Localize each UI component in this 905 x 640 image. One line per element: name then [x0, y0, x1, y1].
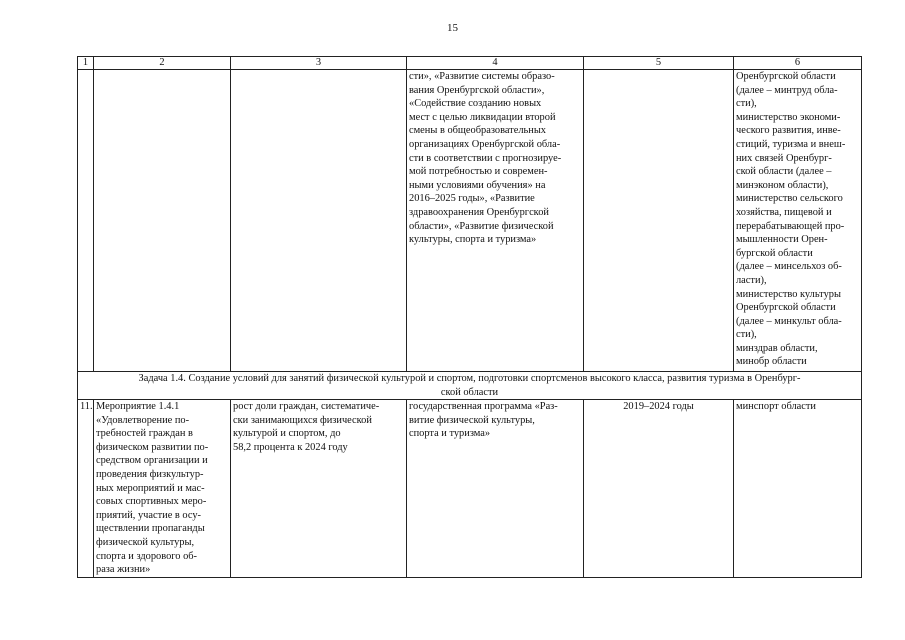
text-line: спорта и туризма»: [409, 428, 491, 440]
text-line: стиций, туризма и внеш-: [736, 138, 846, 150]
text-line: культурой и спортом, до: [233, 428, 341, 440]
text-line: сти),: [736, 98, 757, 110]
text-line: (далее – минкульт обла-: [736, 315, 842, 327]
table-row-continued: [78, 70, 862, 372]
column-header: 5: [584, 57, 734, 70]
executor-cell: минспорт области: [734, 400, 862, 578]
text-line: ческого развития, инве-: [736, 125, 841, 137]
text-line: ществлении пропаганды: [96, 523, 205, 535]
text-line: совых спортивных меро-: [96, 496, 207, 508]
text-line: минобр области: [736, 356, 807, 368]
table-row: [78, 400, 862, 578]
task-row: [78, 372, 862, 400]
text-line: приятий, участие в осу-: [96, 509, 201, 521]
text-line: раза жизни»: [96, 564, 151, 576]
text-line: ласти),: [736, 274, 767, 286]
text-line: культуры, спорта и туризма»: [409, 234, 537, 246]
text-line: сти),: [736, 329, 757, 341]
indicator-cell: [231, 400, 407, 578]
text-line: государственная программа «Раз-: [409, 401, 558, 412]
text-line: мест с целью ликвидации второй: [409, 111, 556, 123]
row-number: 11.: [78, 400, 94, 578]
text-line: минэконом области),: [736, 179, 829, 191]
page-number: 15: [447, 22, 458, 34]
text-line: «Удовлетворение по-: [96, 414, 190, 426]
column-header: 2: [94, 57, 231, 70]
text-line: области», «Развитие физической: [409, 220, 554, 232]
text-line: витие физической культуры,: [409, 414, 535, 426]
text-line: рост доли граждан, систематиче-: [233, 401, 380, 412]
measure-cell: [94, 400, 231, 578]
programs-cell: [407, 70, 584, 372]
text-line: минздрав области,: [736, 342, 818, 354]
text-line: ски занимающихся физической: [233, 414, 372, 426]
text-line: физической культуры,: [96, 536, 195, 548]
text-line: ными условиями обучения» на: [409, 179, 546, 191]
text-line: ных мероприятий и мас-: [96, 482, 205, 494]
cell-empty: [94, 70, 231, 372]
text-line: бургской области: [736, 247, 813, 259]
text-line: Оренбургской области: [736, 71, 836, 82]
text-line: сти», «Развитие системы образо-: [409, 71, 555, 82]
text-line: «Содействие созданию новых: [409, 98, 542, 110]
text-line: ской области (далее –: [736, 166, 832, 178]
cell-empty: [78, 70, 94, 372]
period-cell: 2019–2024 годы: [584, 400, 734, 578]
column-header: 3: [231, 57, 407, 70]
header-row: [78, 57, 862, 70]
text-line: здравоохранения Оренбургской: [409, 206, 549, 218]
text-line: проведения физкультур-: [96, 468, 204, 480]
measures-table: [77, 56, 862, 578]
text-line: министерство культуры: [736, 288, 841, 300]
text-line: 2016–2025 годы», «Развитие: [409, 193, 535, 205]
text-line: спорта и здорового об-: [96, 550, 198, 562]
text-line: Задача 1.4. Создание условий для занятий физической культурой и спортом, подготовки спортсменов высокого класса, развития туризма в Оренбург-: [138, 373, 801, 384]
text-line: мышленности Орен-: [736, 234, 828, 246]
task-heading: [78, 372, 862, 400]
text-line: организациях Оренбургской обла-: [409, 138, 561, 150]
text-line: министерство сельского: [736, 193, 843, 205]
text-line: ской области: [440, 386, 499, 398]
text-line: Оренбургской области: [736, 302, 836, 314]
text-line: сти в соответствии с прогнозируе-: [409, 152, 562, 164]
program-cell: [407, 400, 584, 578]
text-line: хозяйства, пищевой и: [736, 206, 832, 218]
text-line: физическом развитии по-: [96, 441, 209, 453]
text-line: Мероприятие 1.4.1: [96, 401, 180, 412]
text-line: средством организации и: [96, 455, 208, 467]
column-header: 1: [78, 57, 94, 70]
cell-empty: [584, 70, 734, 372]
text-line: требностей граждан в: [96, 428, 193, 440]
text-line: них связей Оренбург-: [736, 152, 832, 164]
text-line: перерабатывающей про-: [736, 220, 845, 232]
cell-empty: [231, 70, 407, 372]
executors-cell: [734, 70, 862, 372]
column-header: 4: [407, 57, 584, 70]
text-line: (далее – минтруд обла-: [736, 84, 838, 96]
text-line: смены в общеобразовательных: [409, 125, 546, 137]
text-line: мой потребностью и современ-: [409, 166, 548, 178]
text-line: 58,2 процента к 2024 году: [233, 441, 348, 453]
column-header: 6: [734, 57, 862, 70]
text-line: министерство экономи-: [736, 111, 841, 123]
text-line: (далее – минсельхоз об-: [736, 261, 842, 273]
text-line: вания Оренбургской области»,: [409, 84, 545, 96]
